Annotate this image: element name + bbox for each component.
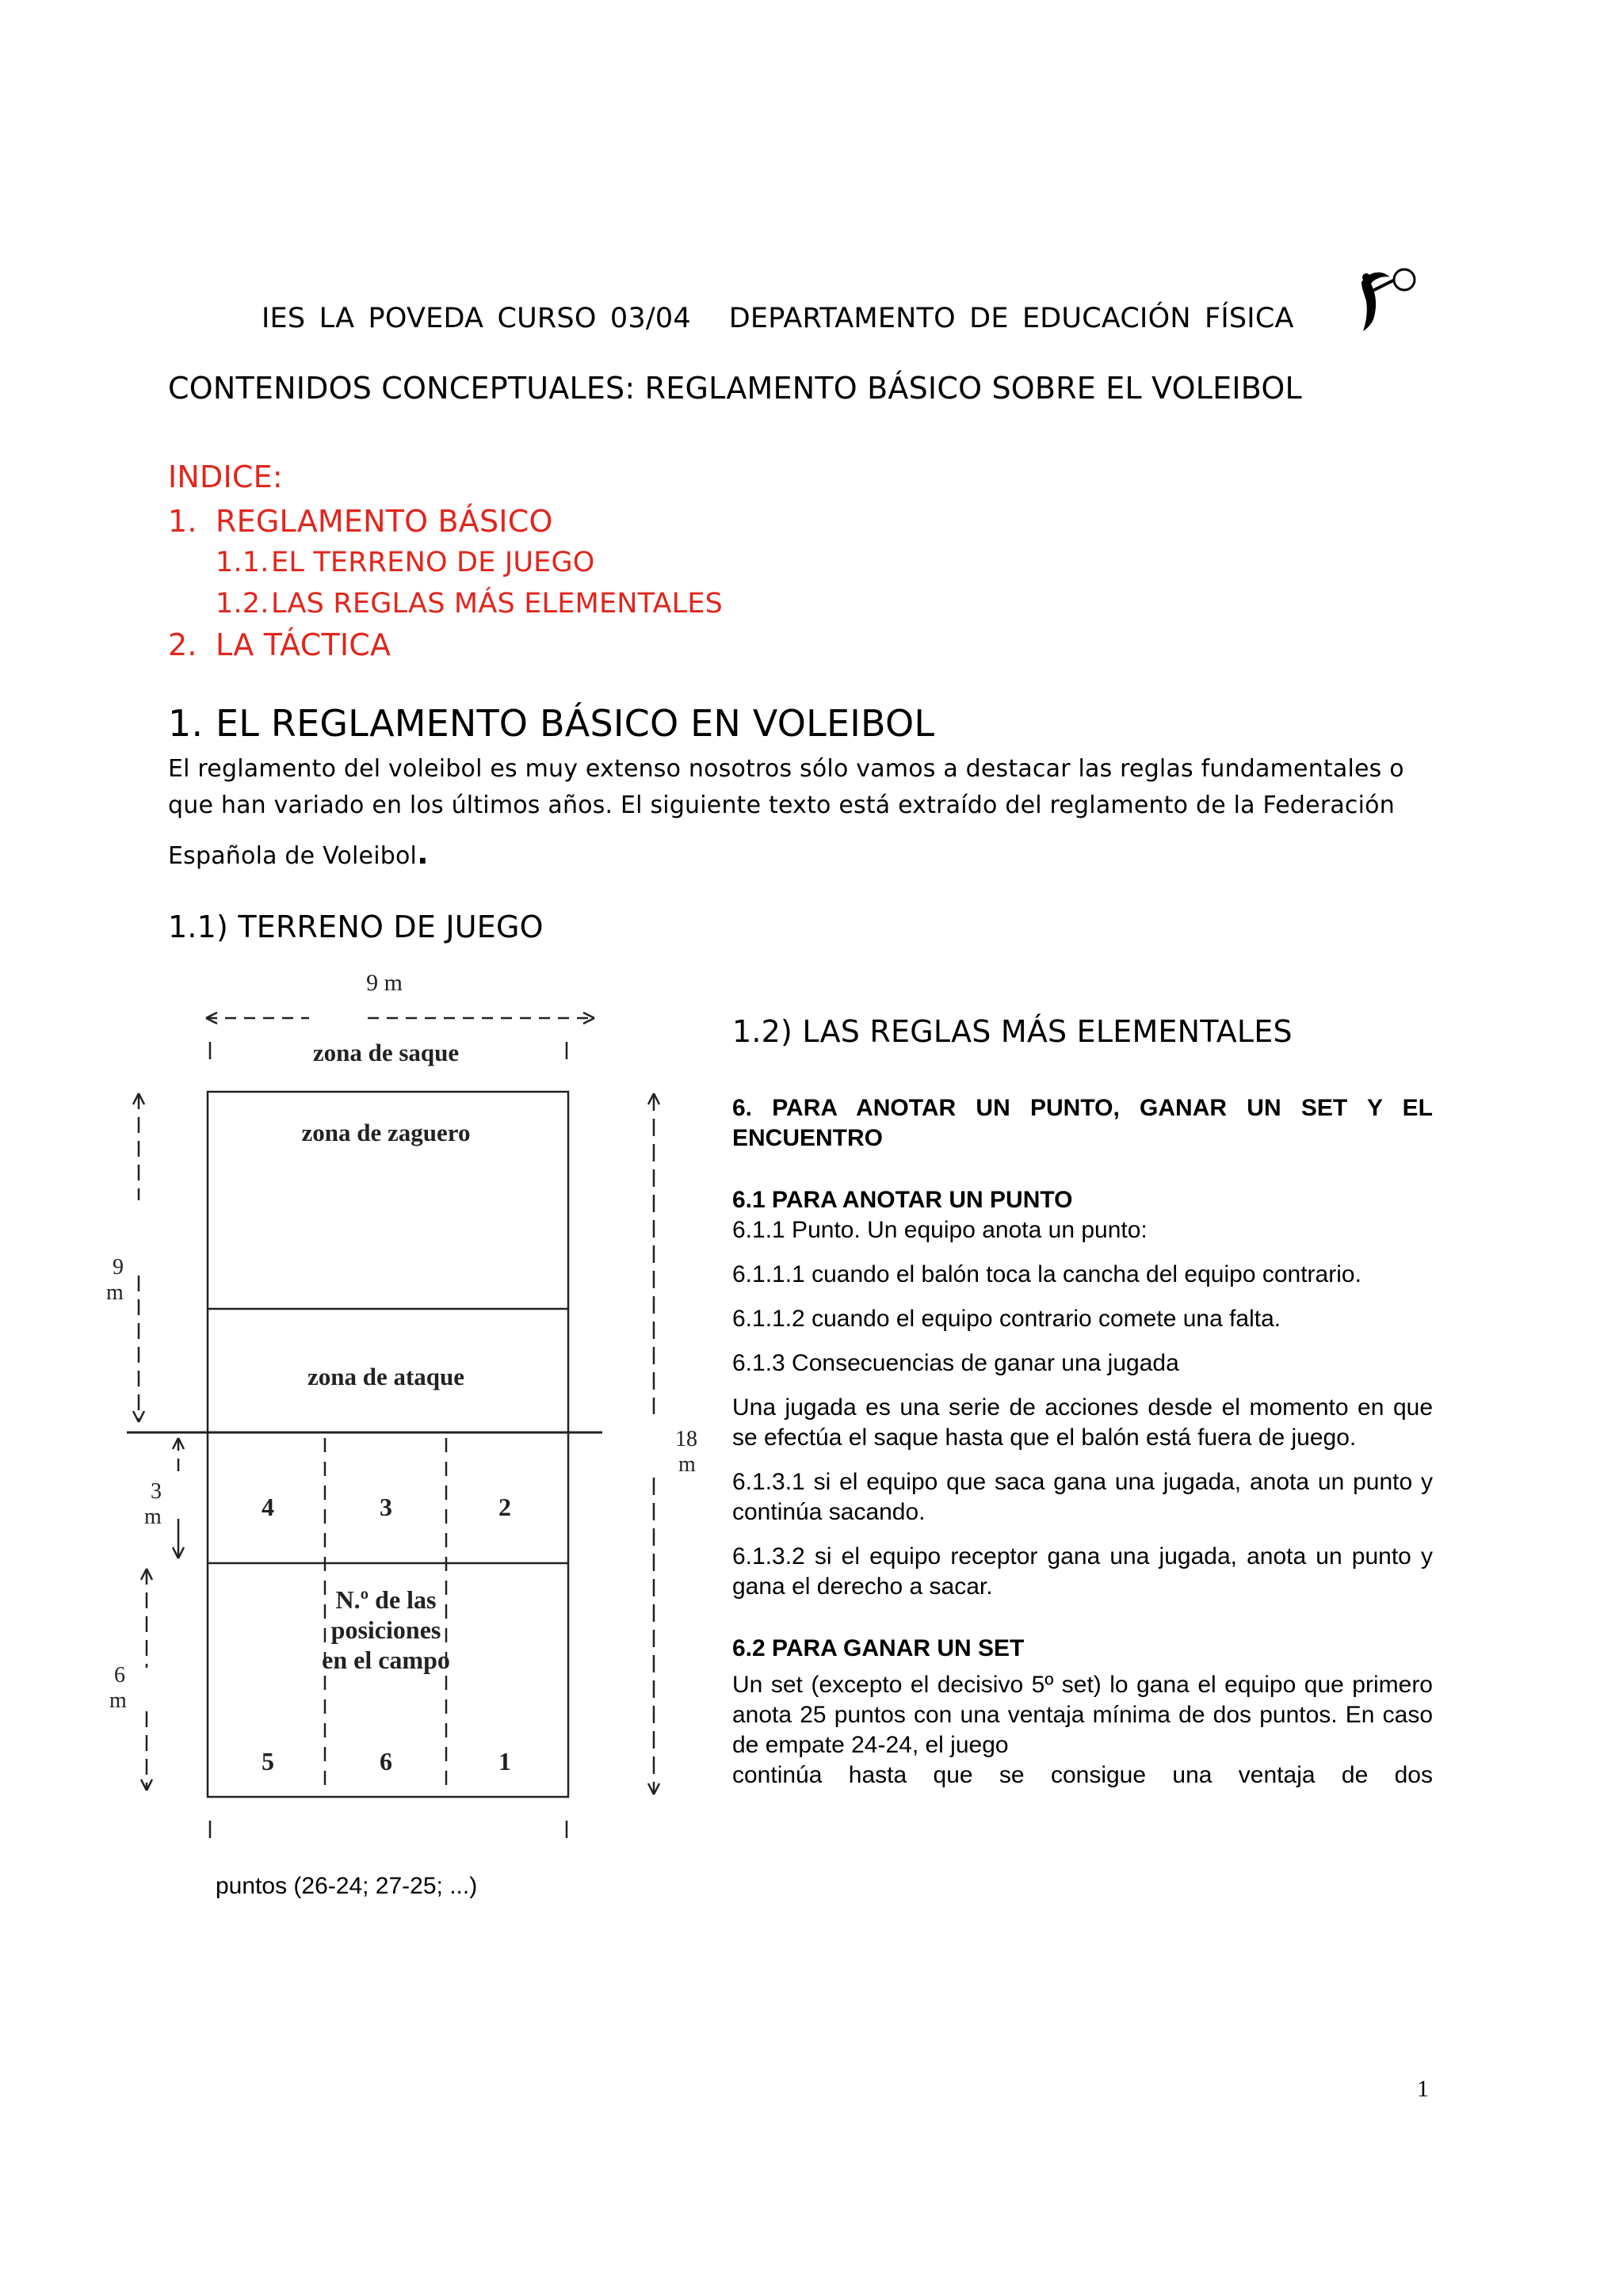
- rule-subheading: 6.1 PARA ANOTAR UN PUNTO: [732, 1187, 1073, 1213]
- rule-paragraph: 6.1.3.1 si el equipo que saca gana una jugada, anota un punto y continúa sacando.: [732, 1469, 1433, 1525]
- rule-paragraph-continuation: puntos (26-24; 27-25; ...): [216, 1873, 478, 1899]
- rule-paragraph: 6.1.3.2 si el equipo receptor gana una jugada, anota un punto y gana el derecho a sacar.: [732, 1543, 1433, 1600]
- right-18-unit: m: [678, 1452, 696, 1477]
- left-3-value: 3: [151, 1479, 162, 1504]
- index-item-1-1: [216, 547, 595, 578]
- index-item-label: REGLAMENTO BÁSICO: [216, 504, 553, 539]
- attack-zone-label: zona de ataque: [307, 1363, 465, 1390]
- index-item-2: [168, 627, 391, 662]
- rule-subheading: 6.2 PARA GANAR UN SET: [732, 1635, 1025, 1661]
- index-item-number: 1.2.: [216, 588, 269, 620]
- index-title: INDICE:: [168, 460, 283, 494]
- serve-zone-label: zona de saque: [312, 1039, 460, 1066]
- department-label: DEPARTAMENTO DE EDUCACIÓN FÍSICA: [728, 303, 1294, 334]
- section-1-intro: [168, 751, 1420, 875]
- position-6: 6: [380, 1747, 392, 1775]
- positions-label-line: posiciones: [330, 1615, 441, 1644]
- left-3-unit: m: [144, 1505, 162, 1529]
- width-label: 9 m: [366, 970, 403, 996]
- section-1-2-heading: 1.2) LAS REGLAS MÁS ELEMENTALES: [732, 1014, 1293, 1049]
- back-zone-label: zona de zaguero: [301, 1119, 471, 1146]
- rule-paragraph: 6.1.3 Consecuencias de ganar una jugada: [732, 1350, 1179, 1376]
- position-2: 2: [498, 1493, 511, 1521]
- section-1-heading: [168, 702, 934, 745]
- rules-column: [732, 1093, 1433, 1805]
- rule-paragraph-last-line: continúa hasta que se consigue una ventaja de dos: [732, 1762, 1433, 1788]
- index-item-number: 1.1.: [216, 547, 269, 578]
- intro-line: que han variado en los últimos años. El siguiente texto está extraído del reglamento de la Federación: [168, 791, 1395, 819]
- intro-line-end: .: [417, 836, 429, 871]
- intro-line: [168, 835, 1420, 875]
- rule-heading: 6. PARA ANOTAR UN PUNTO, GANAR UN SET Y EL ENCUENTRO: [732, 1095, 1433, 1151]
- volleyball-player-icon: [1358, 266, 1419, 333]
- index-item-1: [168, 504, 553, 539]
- index-item-label: EL TERRENO DE JUEGO: [271, 547, 595, 578]
- court-outline: [208, 1092, 568, 1797]
- rule-paragraph: Una jugada es una serie de acciones desde el momento en que se efectúa el saque hasta que el balón está fuera de juego.: [732, 1394, 1433, 1451]
- section-title: EL REGLAMENTO BÁSICO EN VOLEIBOL: [216, 702, 935, 745]
- left-6-unit: m: [109, 1688, 127, 1713]
- rule-paragraph: 6.1.1.1 cuando el balón toca la cancha del equipo contrario.: [732, 1261, 1361, 1287]
- volleyball-court-diagram: [95, 963, 713, 1858]
- intro-line-text: Española de Voleibol: [168, 842, 418, 870]
- rule-paragraph: Un set (excepto el decisivo 5º set) lo gana el equipo que primero anota 25 puntos con una ventaja mínima de dos puntos. En caso de empate 24-24, el juego: [732, 1672, 1433, 1758]
- left-9-unit: m: [106, 1280, 124, 1305]
- left-9-value: 9: [113, 1255, 124, 1280]
- document-header: [262, 303, 1294, 334]
- school-label: IES LA POVEDA CURSO 03/04: [262, 303, 691, 334]
- right-18-value: 18: [675, 1427, 697, 1451]
- positions-label-line: en el campo: [322, 1646, 450, 1674]
- section-number: 1.: [168, 702, 204, 745]
- index-item-1-2: [216, 588, 723, 620]
- page-number: 1: [1417, 2076, 1429, 2102]
- index-item-number: 2.: [168, 627, 197, 662]
- index-item-label: LAS REGLAS MÁS ELEMENTALES: [271, 588, 724, 620]
- position-5: 5: [262, 1747, 274, 1775]
- page-subtitle: CONTENIDOS CONCEPTUALES: REGLAMENTO BÁSICO SOBRE EL VOLEIBOL: [168, 371, 1302, 406]
- rule-paragraph: 6.1.1 Punto. Un equipo anota un punto:: [732, 1217, 1148, 1243]
- intro-line: El reglamento del voleibol es muy extenso nosotros sólo vamos a destacar las reglas fundamentales o: [168, 755, 1404, 783]
- index-item-number: 1.: [168, 504, 197, 539]
- index-item-label: LA TÁCTICA: [216, 627, 391, 662]
- left-6-value: 6: [114, 1663, 125, 1688]
- position-4: 4: [262, 1493, 274, 1521]
- position-3: 3: [380, 1493, 392, 1521]
- section-1-1-heading: 1.1) TERRENO DE JUEGO: [168, 910, 544, 944]
- position-1: 1: [498, 1747, 511, 1775]
- positions-label-line: N.º de las: [335, 1585, 437, 1614]
- rule-paragraph: 6.1.1.2 cuando el equipo contrario comete una falta.: [732, 1306, 1281, 1332]
